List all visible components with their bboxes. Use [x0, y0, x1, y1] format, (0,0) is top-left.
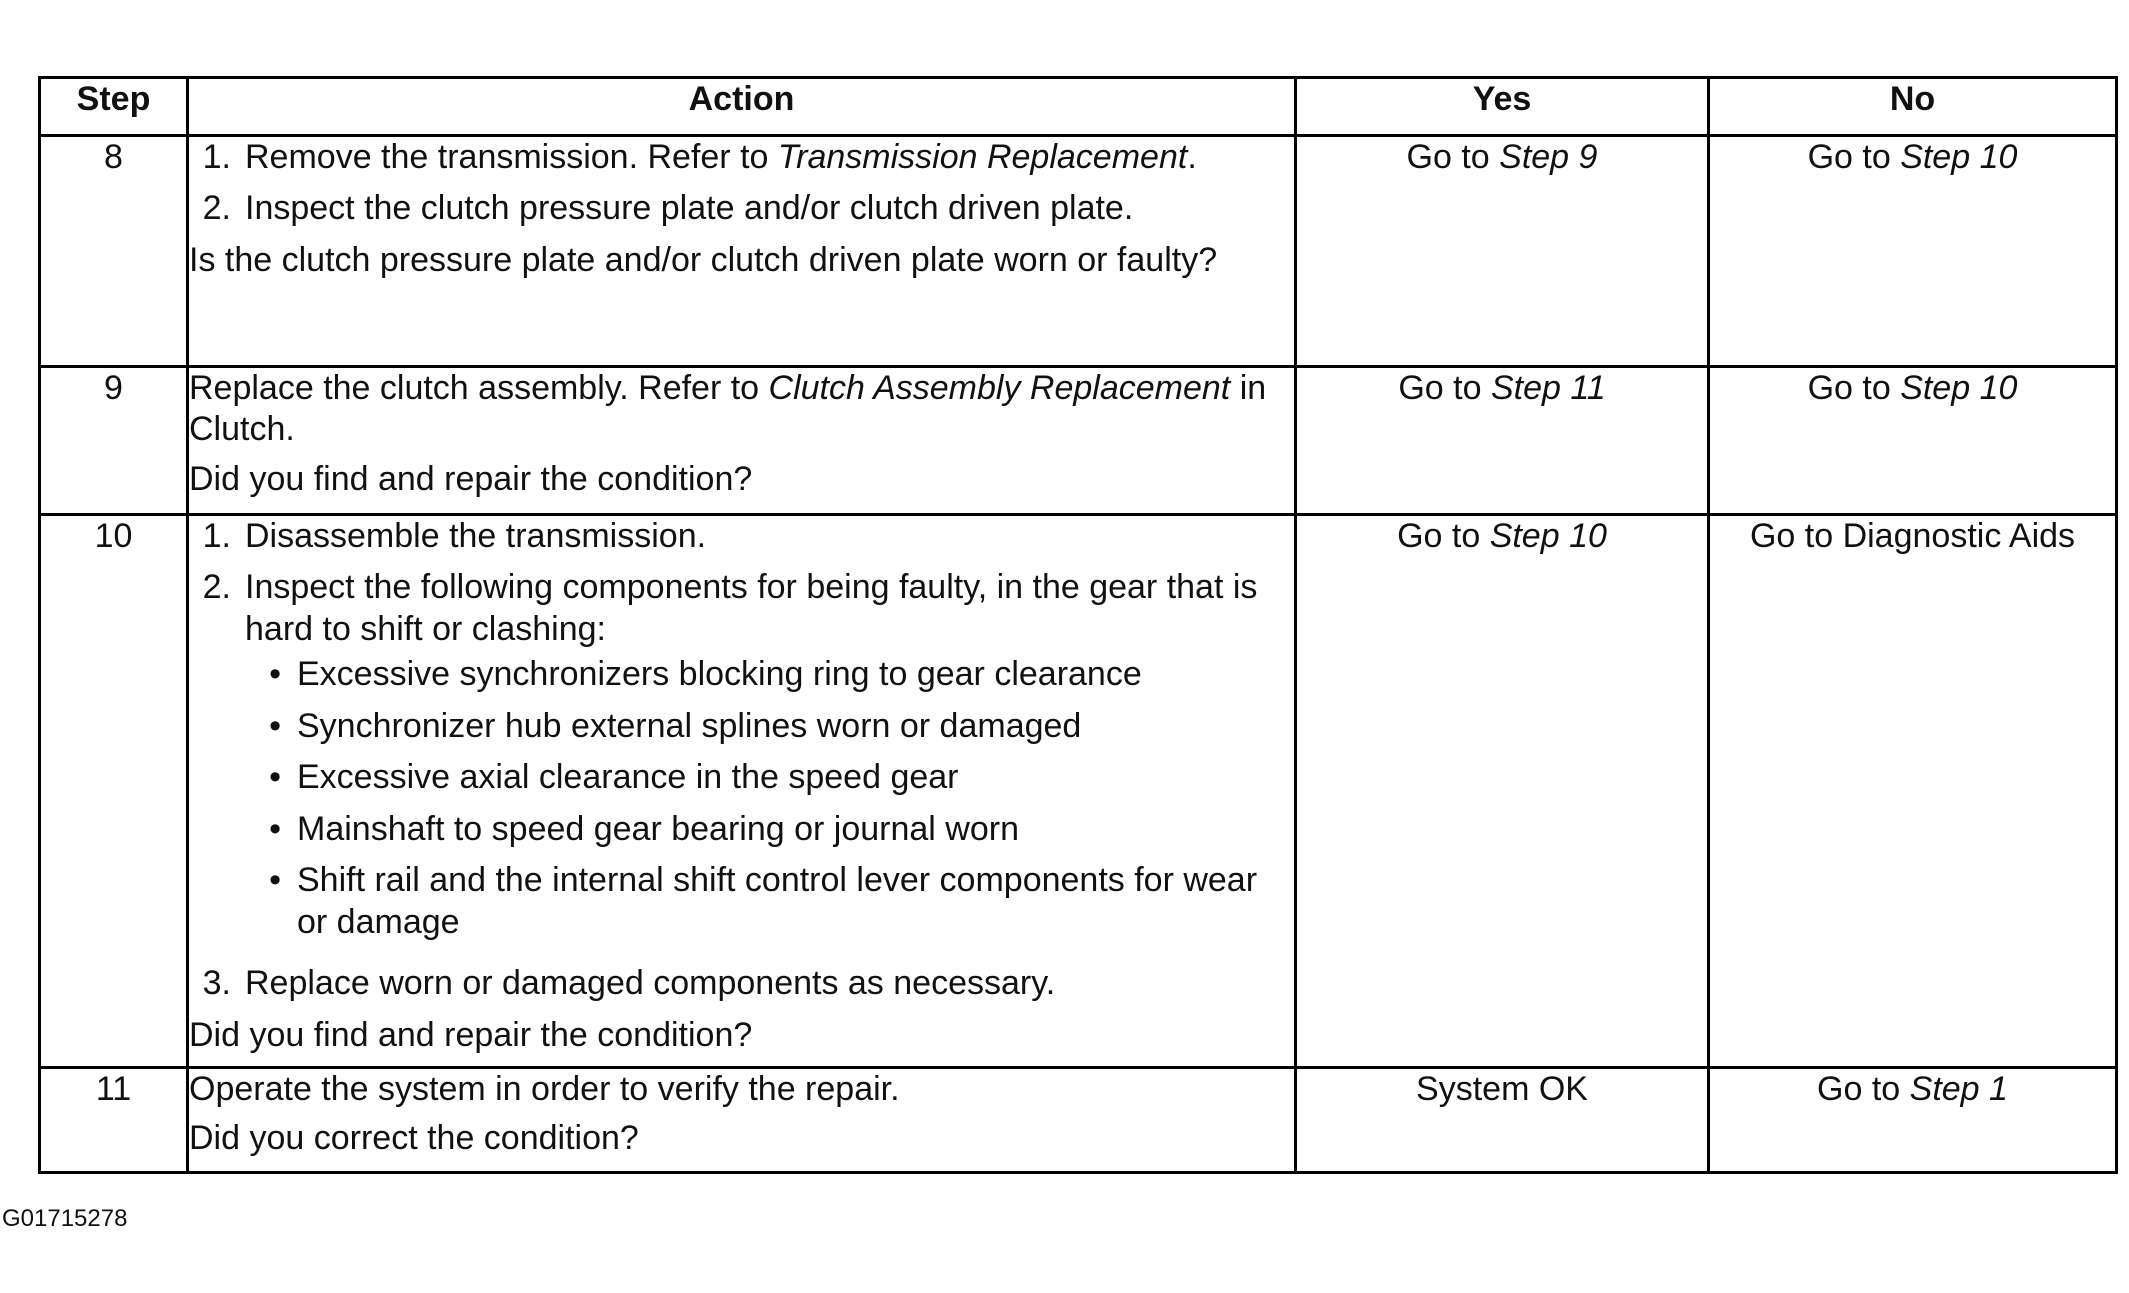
- list-number: 2.: [202, 568, 231, 607]
- action-cell: [188, 367, 1296, 515]
- no-step-link[interactable]: Step 1: [1909, 1070, 2008, 1108]
- bullet-text: Shift rail and the internal shift control lever components for wear or damage: [297, 861, 1258, 941]
- bullet-text: Excessive axial clearance in the speed gear: [297, 758, 959, 797]
- list-number: 3.: [202, 964, 231, 1003]
- header-row: [40, 78, 2117, 136]
- question-text: Did you correct the condition?: [189, 1119, 639, 1158]
- header-no: No: [1709, 78, 2117, 136]
- list-item: [189, 516, 1294, 557]
- figure-code: G01715278: [2, 1205, 128, 1232]
- instruction-text: Replace the clutch assembly. Refer to: [189, 369, 769, 407]
- step-number: 9: [40, 367, 188, 515]
- bullet-item: [245, 757, 1294, 798]
- yes-step-link[interactable]: Step 9: [1499, 138, 1598, 176]
- header-step: Step: [40, 78, 188, 136]
- list-item: [189, 188, 1294, 229]
- list-number: 1.: [202, 517, 231, 555]
- bullet-list: [245, 654, 1294, 943]
- no-step-link[interactable]: Step 10: [1900, 369, 2018, 407]
- reference-link[interactable]: Transmission Replacement: [777, 138, 1188, 176]
- no-prefix: Go to: [1807, 369, 1901, 407]
- bullet-item: [245, 654, 1294, 695]
- instruction-text: Inspect the following components for being faulty, in the gear that is hard to shift or clashing:: [245, 568, 1258, 648]
- yes-step-link[interactable]: Step 11: [1490, 369, 1606, 407]
- yes-cell: [1296, 1068, 1709, 1173]
- yes-step-link[interactable]: Step 10: [1489, 517, 1607, 555]
- yes-prefix: Go to: [1406, 138, 1500, 176]
- table-row-step-8: [40, 136, 2117, 367]
- question-text: Is the clutch pressure plate and/or clutch driven plate worn or faulty?: [189, 240, 1218, 279]
- action-cell: [188, 515, 1296, 1068]
- numbered-list: [189, 137, 1294, 230]
- list-item: [189, 137, 1294, 178]
- list-item: [189, 567, 1294, 953]
- instruction-text: Replace worn or damaged components as necessary.: [245, 964, 1056, 1003]
- table-row-step-9: [40, 367, 2117, 515]
- instruction-text: Inspect the clutch pressure plate and/or clutch driven plate.: [245, 189, 1134, 228]
- yes-prefix: Go to: [1397, 517, 1490, 555]
- no-prefix: Go to: [1807, 138, 1901, 176]
- bullet-text: Mainshaft to speed gear bearing or journal worn: [297, 809, 1019, 848]
- header-yes: Yes: [1296, 78, 1709, 136]
- action-cell: [188, 136, 1296, 367]
- yes-cell: [1296, 367, 1709, 515]
- bullet-dot: •: [269, 809, 281, 848]
- no-diagnostic-aids-link[interactable]: Go to Diagnostic Aids: [1749, 517, 2076, 555]
- list-number: 2.: [202, 189, 231, 228]
- numbered-list: [189, 516, 1294, 1005]
- bullet-text: Excessive synchronizers blocking ring to gear clearance: [297, 655, 1142, 694]
- step-number: 8: [40, 136, 188, 367]
- list-item: [189, 963, 1294, 1004]
- no-cell: [1709, 136, 2117, 367]
- diagnostic-table: [38, 76, 2118, 1174]
- reference-link[interactable]: Clutch Assembly Replacement: [768, 369, 1231, 407]
- question-text: Did you find and repair the condition?: [189, 1015, 753, 1054]
- instruction-text: Remove the transmission. Refer to: [245, 138, 778, 176]
- bullet-item: [245, 706, 1294, 747]
- bullet-dot: •: [269, 655, 281, 694]
- bullet-item: [245, 860, 1294, 943]
- question-text: Did you find and repair the condition?: [189, 459, 753, 498]
- table-row-step-10: [40, 515, 2117, 1068]
- list-number: 1.: [202, 138, 231, 176]
- no-cell: [1709, 367, 2117, 515]
- table-row-step-11: [40, 1068, 2117, 1173]
- step-number: 11: [40, 1068, 188, 1173]
- step-number: 10: [40, 515, 188, 1068]
- bullet-dot: •: [269, 861, 281, 900]
- bullet-dot: •: [269, 706, 281, 745]
- bullet-dot: •: [269, 758, 281, 797]
- instruction-text-end: .: [1187, 138, 1197, 176]
- bullet-item: [245, 809, 1294, 850]
- header-action: Action: [188, 78, 1296, 136]
- no-cell: [1709, 515, 2117, 1068]
- instruction-text: Disassemble the transmission.: [245, 517, 707, 555]
- no-cell: [1709, 1068, 2117, 1173]
- yes-result-text: System OK: [1416, 1070, 1588, 1108]
- bullet-text: Synchronizer hub external splines worn or damaged: [297, 706, 1082, 745]
- yes-cell: [1296, 136, 1709, 367]
- yes-prefix: Go to: [1398, 369, 1491, 407]
- instruction-text: Operate the system in order to verify the repair.: [189, 1070, 900, 1108]
- yes-cell: [1296, 515, 1709, 1068]
- instruction-text-end: in Clutch.: [189, 369, 1267, 449]
- no-step-link[interactable]: Step 10: [1900, 138, 2018, 176]
- no-prefix: Go to: [1817, 1070, 1910, 1108]
- action-cell: [188, 1068, 1296, 1173]
